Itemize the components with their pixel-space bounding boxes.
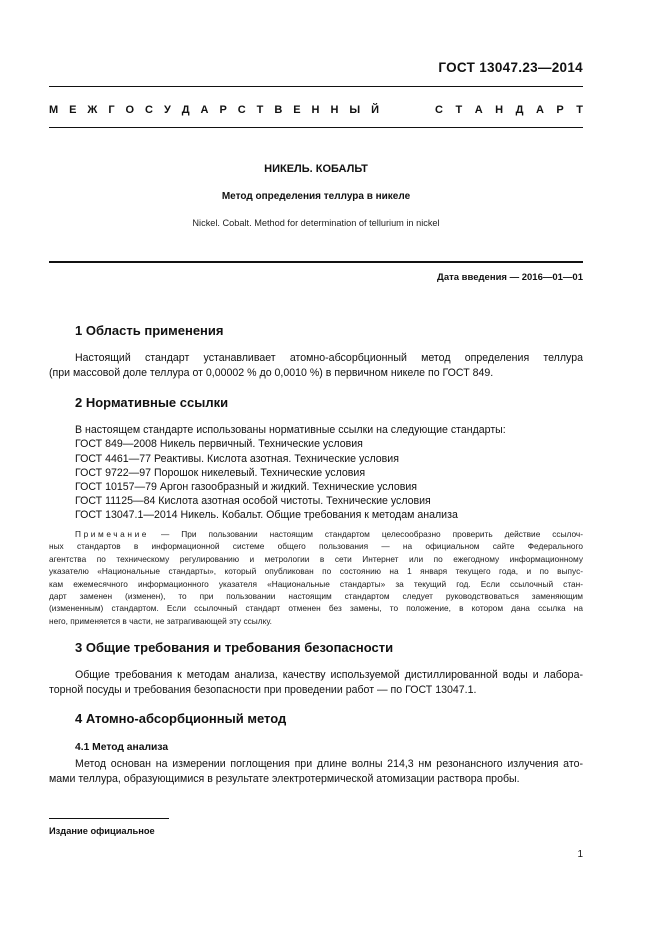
- standard-type-word-2: [435, 104, 583, 116]
- subsection-4-1-heading: 4.1 Метод анализа: [75, 742, 169, 753]
- section-4-heading: 4 Атомно-абсорбционный метод: [75, 711, 287, 726]
- reference-item: ГОСТ 11125—84 Кислота азотная особой чистоты. Технические условия: [75, 495, 431, 507]
- reference-item: ГОСТ 13047.1—2014 Никель. Кобальт. Общие требования к методам анализа: [75, 509, 458, 521]
- note-text: — При пользовании настоящим стандартом целесообразно проверить действие ссылоч-: [149, 529, 583, 539]
- document-subtitle: Метод определения теллура в никеле: [221, 191, 411, 202]
- banner-letter: А: [474, 104, 483, 116]
- reference-item: ГОСТ 10157—79 Аргон газообразный и жидкий. Технические условия: [75, 481, 418, 493]
- banner-letter: Г: [108, 104, 115, 116]
- banner-letter: О: [125, 104, 135, 116]
- banner-letter: У: [163, 104, 171, 116]
- banner-letter: Н: [330, 104, 339, 116]
- section-3-line-2: торной посуды и требования безопасности при проведении работ — по ГОСТ 13047.1.: [49, 684, 477, 696]
- banner-letter: Н: [311, 104, 320, 116]
- page-number: 1: [577, 849, 583, 860]
- section-2-note: [49, 528, 583, 627]
- section-3-line-1: Общие требования к методам анализа, качеству используемой дистиллированной воды и лабора-: [75, 669, 583, 681]
- header-rule: [49, 86, 583, 87]
- note-line: ных стандартов в информационной системе общего пользования — на официальном сайте Федерального: [49, 541, 583, 552]
- title-rule: [49, 261, 583, 263]
- standard-type-banner: [49, 104, 583, 116]
- note-line: указателю «Национальные стандарты», который опубликован по состоянию на 1 января текущего года, и по выпус-: [49, 566, 583, 577]
- document-designation: ГОСТ 13047.23—2014: [438, 60, 583, 75]
- note-line: (измененным) стандартом. Если ссылочный стандарт отменен без замены, то положение, в котором дана ссылка на: [49, 603, 583, 614]
- note-label: Примечание: [75, 529, 150, 539]
- note-line: него, применяется в части, не затрагивающей эту ссылку.: [49, 615, 272, 626]
- section-1-line-1: Настоящий стандарт устанавливает атомно-абсорбционный метод определения теллура: [75, 352, 583, 364]
- banner-letter: Н: [495, 104, 504, 116]
- banner-letter: С: [435, 104, 443, 116]
- banner-letter: Д: [515, 104, 524, 116]
- banner-letter: В: [274, 104, 283, 116]
- banner-letter: Ы: [349, 104, 361, 116]
- reference-item: ГОСТ 4461—77 Реактивы. Кислота азотная. Технические условия: [75, 453, 399, 465]
- banner-letter: М: [49, 104, 59, 116]
- note-line-1: [49, 528, 583, 540]
- section-4-line-1: Метод основан на измерении поглощения при длине волны 214,3 нм резонансного излучения ато-: [75, 758, 583, 770]
- banner-letter: Т: [256, 104, 264, 116]
- banner-letter: Е: [293, 104, 301, 116]
- banner-letter: Д: [181, 104, 190, 116]
- note-line: кам ежемесячного информационного указателя «Национальные стандарты» за текущий год. Если ссылочный стан-: [49, 578, 583, 589]
- standard-type-word-1: [49, 104, 379, 116]
- introduction-date: Дата введения — 2016—01—01: [437, 272, 583, 283]
- banner-letter: Р: [556, 104, 564, 116]
- document-title: НИКЕЛЬ. КОБАЛЬТ: [264, 163, 368, 175]
- banner-letter: Р: [219, 104, 227, 116]
- footer-rule: [49, 818, 169, 819]
- reference-item: ГОСТ 849—2008 Никель первичный. Технические условия: [75, 438, 363, 450]
- section-3-text: [49, 668, 583, 698]
- banner-letter: Т: [576, 104, 583, 116]
- section-4-text: [49, 757, 583, 787]
- banner-rule: [49, 127, 583, 128]
- section-1-heading: 1 Область применения: [75, 323, 224, 338]
- note-line: дарт заменен (изменен), то при пользовании настоящим стандартом следует руководствоваться заменяющим: [49, 591, 583, 602]
- edition-label: Издание официальное: [49, 826, 155, 836]
- english-title: Nickel. Cobalt. Method for determination of tellurium in nickel: [192, 218, 440, 228]
- section-3-heading: 3 Общие требования и требования безопасности: [75, 640, 394, 655]
- banner-letter: Т: [455, 104, 463, 116]
- banner-letter: Е: [69, 104, 77, 116]
- reference-item: ГОСТ 9722—97 Порошок никелевый. Технические условия: [75, 467, 366, 479]
- banner-letter: С: [237, 104, 246, 116]
- section-2-heading: 2 Нормативные ссылки: [75, 395, 229, 410]
- section-1-line-2: (при массовой доле теллура от 0,00002 % до 0,0010 %) в первичном никеле по ГОСТ 849.: [49, 367, 494, 379]
- banner-letter: А: [200, 104, 209, 116]
- banner-letter: Й: [371, 104, 379, 116]
- section-4-line-2: мами теллура, образующимися в результате электротермической атомизации раствора пробы.: [49, 773, 520, 785]
- section-1-text: [49, 351, 583, 381]
- banner-letter: С: [145, 104, 153, 116]
- banner-letter: Ж: [87, 104, 98, 116]
- section-2-intro: В настоящем стандарте использованы нормативные ссылки на следующие стандарты:: [75, 424, 506, 436]
- note-line: агентства по техническому регулированию и метрологии в сети Интернет или по ежегодному информационному: [49, 553, 583, 564]
- banner-letter: А: [535, 104, 544, 116]
